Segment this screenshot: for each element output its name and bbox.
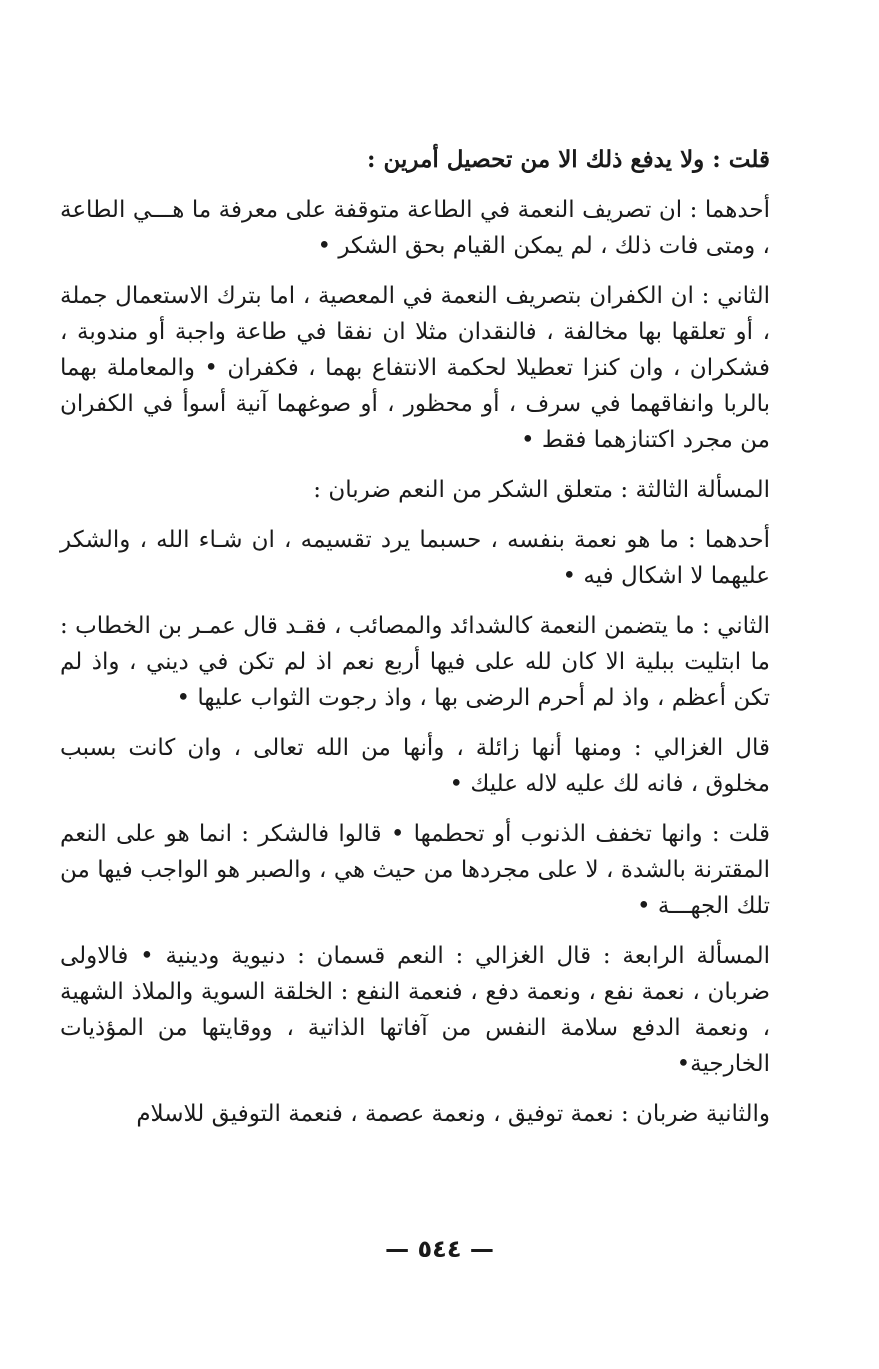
paragraph-3: الثاني : ان الكفران بتصريف النعمة في المعصية ، اما بترك الاستعمال جملة ، أو تعلقها بها مخالفة ، فالنقدان مثلا ان نفقا في طاعة واجبة أو مندوبة ، فشكران ، وان كنزا تعطيلا لحكمة الانتفاع بهما ، فكفران • والمعاملة بهما بالربا وانفاقهما في سرف ، أو محظور ، أو صوغهما آنية أسوأ في الكفران من مجرد اكتنازهما فقط • — [60, 283, 770, 453]
page-number: — ٥٤٤ — — [385, 1235, 494, 1263]
paragraph-5: أحدهما : ما هو نعمة بنفسه ، حسبما يرد تقسيمه ، ان شـاء الله ، والشكر عليهما لا اشكال فيه • — [60, 527, 770, 589]
paragraph-2: أحدهما : ان تصريف النعمة في الطاعة متوقفة على معرفة ما هـــي الطاعة ، ومتى فات ذلك ، لم يمكن القيام بحق الشكر • — [60, 197, 770, 259]
paragraph-7: قال الغزالي : ومنها أنها زائلة ، وأنها من الله تعالى ، وان كانت بسبب مخلوق ، فانه لك عليه لاله عليك • — [60, 735, 770, 797]
paragraph-1: قلت : ولا يدفع ذلك الا من تحصيل أمرين : — [366, 146, 770, 173]
paragraph-9: المسألة الرابعة : قال الغزالي : النعم قسمان : دنيوية ودينية • فالاولى ضربان ، نعمة نفع ، ونعمة دفع ، فنعمة النفع : الخلقة السوية والملاذ الشهية ، ونعمة الدفع سلامة النفس من آفاتها الذاتية ، ووقايتها من المؤذيات الخارجية• — [60, 943, 770, 1077]
page-body-text — [60, 142, 770, 1146]
paragraph-10: والثانية ضربان : نعمة توفيق ، ونعمة عصمة ، فنعمة التوفيق للاسلام — [136, 1101, 770, 1127]
paragraph-6: الثاني : ما يتضمن النعمة كالشدائد والمصائب ، فقـد قال عمـر بن الخطاب : ما ابتليت ببلية الا كان لله على فيها أربع نعم اذ لم تكن في ديني ، واذ لم تكن أعظم ، واذ لم أحرم الرضى بها ، واذ رجوت الثواب عليها • — [60, 613, 770, 711]
paragraph-8: قلت : وانها تخفف الذنوب أو تحطمها • قالوا فالشكر : انما هو على النعم المقترنة بالشدة ، لا على مجردها من حيث هي ، والصبر هو الواجب فيها من تلك الجهـــة • — [60, 821, 770, 919]
paragraph-4: المسألة الثالثة : متعلق الشكر من النعم ضربان : — [313, 477, 770, 503]
